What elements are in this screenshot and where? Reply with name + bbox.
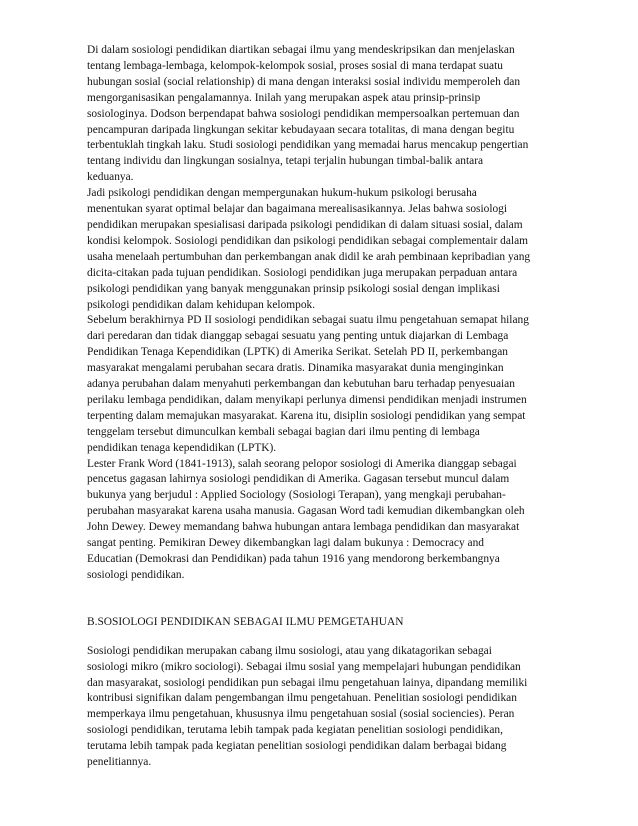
- text-line: dicita-citakan pada tujuan pendidikan. Sosiologi pendidikan juga merupakan perpaduan antara: [87, 266, 518, 279]
- text-line: sosiologi mikro (mikro sociologi). Sebagai ilmu sosial yang mempelajari hubungan pendidikan: [87, 660, 521, 673]
- text-line: menentukan syarat optimal belajar dan bagaimana merealisasikannya. Jelas bahwa sosiologi: [87, 203, 508, 216]
- text-line: masyarakat mengalami perubahan secara dratis. Dinamika masyarakat dunia menginginkan: [87, 362, 504, 375]
- text-line: pendidikan tenaga kependidikan (LPTK).: [87, 441, 277, 454]
- section-spacer: [87, 584, 565, 615]
- text-line: Lester Frank Word (1841-1913), salah seorang pelopor sosiologi di Amerika dianggap sebagai: [87, 457, 517, 470]
- text-line: psikologi pendidikan dalam kehidupan kelompok.: [87, 298, 316, 311]
- text-line: Jadi psikologi pendidikan dengan mempergunakan hukum-hukum psikologi berusaha: [87, 187, 477, 200]
- text-line: hubungan sosial (social relationship) di mana dengan interaksi sosial individu memperoleh dan: [87, 75, 521, 88]
- text-line: sosiologi pendidikan, terutama lebih tampak pada kegiatan penelitian sosiologi pendidikan,: [87, 724, 503, 737]
- text-line: dan masyarakat, sosiologi pendidikan pun sebagai ilmu pengetahuan lainya, dipandang memiliki: [87, 676, 528, 689]
- text-line: sangat penting. Pemikiran Dewey dikembangkan lagi dalam bukunya : Democracy and: [87, 537, 484, 550]
- text-line: mengorganisasikan pengalamannya. Inilah yang merupakan aspek atau prinsip-prinsip: [87, 91, 481, 104]
- text-line: pencampuran daripada lingkungan sekitar kebudayaan secara totalitas, di mana dengan begitu: [87, 123, 515, 136]
- paragraph-lester-frank-word: [87, 457, 565, 584]
- text-line: kondisi kelompok. Sosiologi pendidikan dan psikologi pendidikan sebagai complementair dalam: [87, 234, 528, 247]
- text-line: tentang individu dan lingkungan sosialnya, tetapi terjalin hubungan timbal-balik antara: [87, 155, 484, 168]
- text-line: tenggelam tersebut dimunculkan kembali sebagai bagian dari ilmu penting di lembaga: [87, 425, 480, 438]
- text-line: bukunya yang berjudul : Applied Sociology (Sosiologi Terapan), yang mengkaji perubahan-: [87, 489, 506, 502]
- text-line: dari peredaran dan tidak dianggap sebagai sesuatu yang penting untuk diajarkan di Lembaga: [87, 330, 509, 343]
- section-heading: B.SOSIOLOGI PENDIDIKAN SEBAGAI ILMU PEMGETAHUAN: [87, 615, 404, 628]
- text-line: pencetus gagasan lahirnya sosiologi pendidikan di Amerika. Gagasan tersebut muncul dalam: [87, 473, 510, 486]
- paragraph-ilmu-pengetahuan: [87, 644, 565, 771]
- text-line: sosiologinya. Dodson berpendapat bahwa sosiologi pendidikan mempersoalkan pertemuan dan: [87, 107, 520, 120]
- text-line: kontribusi signifikan dalam pengembangan ilmu pengetahuan. Penelitian sosiologi pendidikan: [87, 692, 517, 705]
- text-line: adanya perubahan dalam menyahuti perkembangan dan kebutuhan baru terhadap penyesuaian: [87, 378, 515, 391]
- text-line: Educatian (Demokrasi dan Pendidikan) pada tahun 1916 yang mendorong berkembangnya: [87, 553, 500, 565]
- document-body: [87, 43, 565, 771]
- text-line: pendidikan merupakan spesialisasi daripada psikologi pendidikan di dalam situasi sosial, dalam: [87, 218, 523, 231]
- paragraph-sejarah-pd-ii: [87, 313, 565, 456]
- text-line: Pendidikan Tenaga Kependidikan (LPTK) di Amerika Serikat. Setelah PD II, perkembangan: [87, 346, 508, 359]
- text-line: keduanya.: [87, 171, 134, 184]
- text-line: usaha menelaah pertumbuhan dan perkembangan anak didil ke arah pembinaan kepribadian yang: [87, 250, 531, 263]
- text-line: terutama lebih tampak pada kegiatan penelitian sosiologi pendidikan dalam berbagai bidang: [87, 740, 507, 753]
- text-line: perilaku lembaga pendidikan, dalam menyikapi perlunya dimensi pendidikan menjadi instrumen: [87, 393, 527, 406]
- paragraph-psikologi-pendidikan: [87, 186, 565, 313]
- text-line: penelitiannya.: [87, 756, 152, 769]
- text-line: John Dewey. Dewey memandang bahwa hubungan antara lembaga pendidikan dan masyarakat: [87, 521, 520, 534]
- text-line: Di dalam sosiologi pendidikan diartikan sebagai ilmu yang mendeskripsikan dan menjelaskan: [87, 44, 515, 56]
- text-line: Sosiologi pendidikan merupakan cabang ilmu sosiologi, atau yang dikatagorikan sebagai: [87, 644, 492, 657]
- text-line: terpenting dalam memajukan masyarakat. Karena itu, disiplin sosiologi pendidikan yang sempat: [87, 409, 526, 422]
- text-line: memperkaya ilmu pengetahuan, khususnya ilmu pengetahuan sosial (sosial sociencies). Peran: [87, 708, 515, 721]
- text-line: perubahan masyarakat karena usaha manusia. Gagasan Word tadi kemudian dikembangkan oleh: [87, 505, 525, 518]
- text-line: Sebelum berakhirnya PD II sosiologi pendidikan sebagai suatu ilmu pengetahuan semapat hilang: [87, 314, 529, 327]
- heading-spacer: [87, 631, 565, 644]
- text-line: terbentuklah tingkah laku. Studi sosiologi pendidikan yang memadai harus mencakup pengertian: [87, 139, 529, 152]
- paragraph-sosiologi-pendidikan: [87, 43, 565, 186]
- text-line: psikologi pendidikan yang banyak menggunakan prinsip psikologi sosial dengan implikasi: [87, 282, 500, 295]
- text-line: tentang lembaga-lembaga, kelompok-kelompok sosial, proses sosial di mana terdapat suatu: [87, 59, 503, 72]
- text-line: sosiologi pendidikan.: [87, 568, 185, 581]
